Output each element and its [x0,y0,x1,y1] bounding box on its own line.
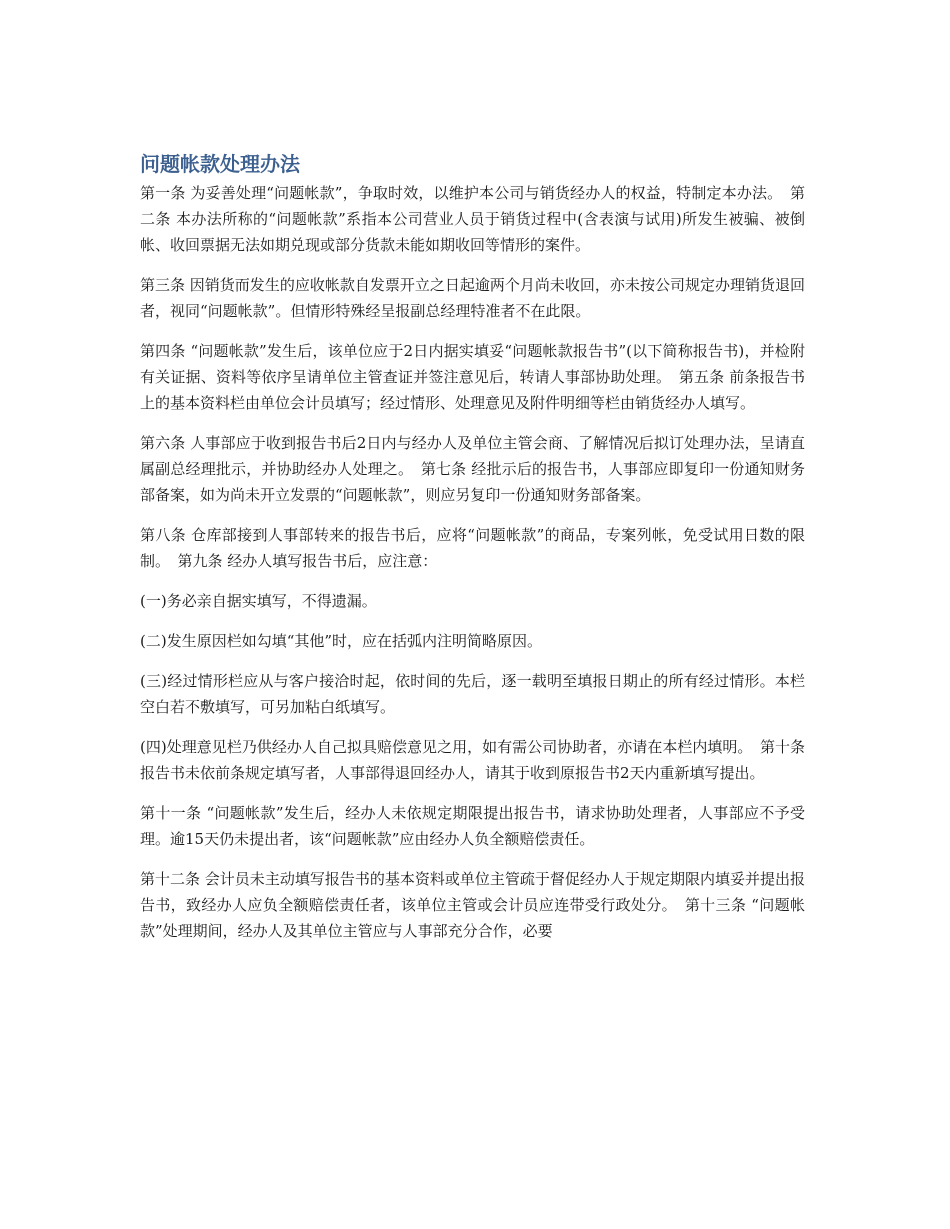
paragraph-5: 第八条 仓库部接到人事部转来的报告书后，应将“问题帐款”的商品，专案列帐，免受试用日数的限制。 第九条 经办人填写报告书后，应注意： [140,526,805,570]
paragraph-7: (二)发生原因栏如勾填“其他”时，应在括弧内注明简略原因。 [140,632,543,650]
paragraph-9: (四)处理意见栏乃供经办人自己拟具赔偿意见之用，如有需公司协助者，亦请在本栏内填明。 第十条 报告书未依前条规定填写者，人事部得退回经办人，请其于收到原报告书2天内重新填写提出。 [140,738,805,782]
document-page [140,150,805,958]
paragraph-1: 第一条 为妥善处理“问题帐款”，争取时效，以维护本公司与销货经办人的权益，特制定本办法。 第二条 本办法所称的“问题帐款”系指本公司营业人员于销货过程中(含表演与试用)所发生被骗、被倒帐、收回票据无法如期兑现或部分货款未能如期收回等情形的案件。 [140,184,805,254]
paragraph-6: (一)务必亲自据实填写，不得遗漏。 [140,592,377,610]
paragraph-11: 第十二条 会计员未主动填写报告书的基本资料或单位主管疏于督促经办人于规定期限内填妥并提出报告书，致经办人应负全额赔偿责任者，该单位主管或会计员应连带受行政处分。 第十三条 “问题帐款”处理期间，经办人及其单位主管应与人事部充分合作，必要 [140,870,805,940]
document-title: 问题帐款处理办法 [140,152,300,176]
paragraph-3: 第四条 “问题帐款”发生后，该单位应于2日内据实填妥“问题帐款报告书”(以下简称报告书)，并检附有关证据、资料等依序呈请单位主管查证并签注意见后，转请人事部协助处理。 第五条 前条报告书上的基本资料栏由单位会计员填写；经过情形、处理意见及附件明细等栏由销货经办人填写。 [140,342,805,412]
paragraph-8: (三)经过情形栏应从与客户接洽时起，依时间的先后，逐一载明至填报日期止的所有经过情形。本栏空白若不敷填写，可另加粘白纸填写。 [140,672,805,716]
paragraph-2: 第三条 因销货而发生的应收帐款自发票开立之日起逾两个月尚未收回，亦未按公司规定办理销货退回者，视同“问题帐款”。但情形特殊经呈报副总经理特准者不在此限。 [140,276,805,320]
paragraph-4: 第六条 人事部应于收到报告书后2日内与经办人及单位主管会商、了解情况后拟订处理办法，呈请直属副总经理批示，并协助经办人处理之。 第七条 经批示后的报告书，人事部应即复印一份通知财务部备案，如为尚未开立发票的“问题帐款”，则应另复印一份通知财务部备案。 [140,434,805,504]
paragraph-10: 第十一条 “问题帐款”发生后，经办人未依规定期限提出报告书，请求协助处理者，人事部应不予受理。逾15天仍未提出者，该“问题帐款”应由经办人负全额赔偿责任。 [140,804,805,848]
